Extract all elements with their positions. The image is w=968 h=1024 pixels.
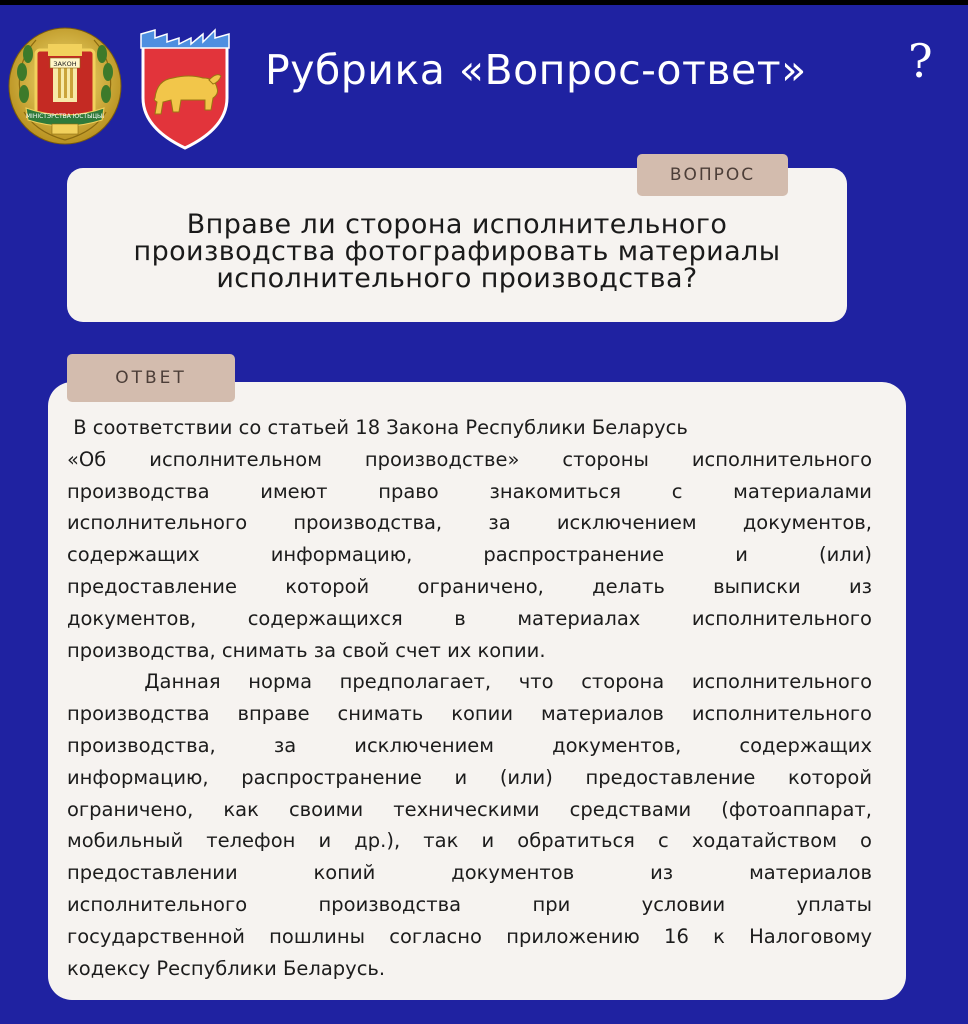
answer-line: производства, снимать за свой счет их копии. bbox=[67, 638, 546, 662]
top-border bbox=[0, 0, 968, 5]
answer-line: исполнительного производства при условии уплаты bbox=[67, 892, 872, 916]
answer-line: документов, содержащихся в материалах исполнительного bbox=[67, 606, 872, 630]
question-tab: ВОПРОС bbox=[637, 154, 788, 196]
question-line: Вправе ли сторона исполнительного bbox=[186, 209, 728, 240]
emblem-top-text: ЗАКОН bbox=[53, 60, 77, 68]
question-line: исполнительного производства? bbox=[216, 263, 698, 294]
answer-line: Данная норма предполагает, что сторона исполнительного bbox=[89, 670, 872, 694]
page-title: Рубрика «Вопрос-ответ» bbox=[265, 46, 807, 94]
answer-line: кодексу Республики Беларусь. bbox=[67, 956, 386, 980]
emblem-ribbon-text: МІНІСТЭРСТВА ЮСТЫЦЫІ bbox=[25, 113, 105, 120]
answer-line: информацию, распространение и (или) предоставление которой bbox=[67, 765, 872, 789]
answer-line: производства имеют право знакомиться с материалами bbox=[67, 479, 872, 503]
answer-line: производства вправе снимать копии материалов исполнительного bbox=[67, 702, 872, 726]
answer-line: исполнительного производства, за исключением документов, bbox=[67, 511, 872, 535]
answer-line: ограничено, как своими техническими средствами (фотоаппарат, bbox=[67, 797, 872, 821]
answer-line: мобильный телефон и др.), так и обратиться с ходатайством о bbox=[67, 829, 872, 853]
question-text bbox=[67, 211, 847, 292]
ministry-of-justice-emblem-icon bbox=[6, 22, 124, 146]
question-line: производства фотографировать материалы bbox=[133, 236, 781, 267]
answer-line: предоставление которой ограничено, делать выписки из bbox=[67, 574, 872, 598]
answer-line: государственной пошлины согласно приложению 16 к Налоговому bbox=[67, 924, 872, 948]
answer-line: производства, за исключением документов, содержащих bbox=[67, 733, 872, 757]
answer-line: содержащих информацию, распространение и (или) bbox=[67, 543, 872, 567]
answer-text bbox=[67, 412, 872, 984]
answer-line: предоставлении копий документов из материалов bbox=[67, 861, 872, 885]
bison-coat-of-arms-icon bbox=[133, 28, 237, 150]
title-question-mark: ? bbox=[908, 34, 933, 88]
answer-line: В соответствии со статьей 18 Закона Республики Беларусь bbox=[67, 416, 688, 439]
answer-tab: ОТВЕТ bbox=[67, 354, 235, 402]
answer-line: «Об исполнительном производстве» стороны исполнительного bbox=[67, 447, 872, 471]
